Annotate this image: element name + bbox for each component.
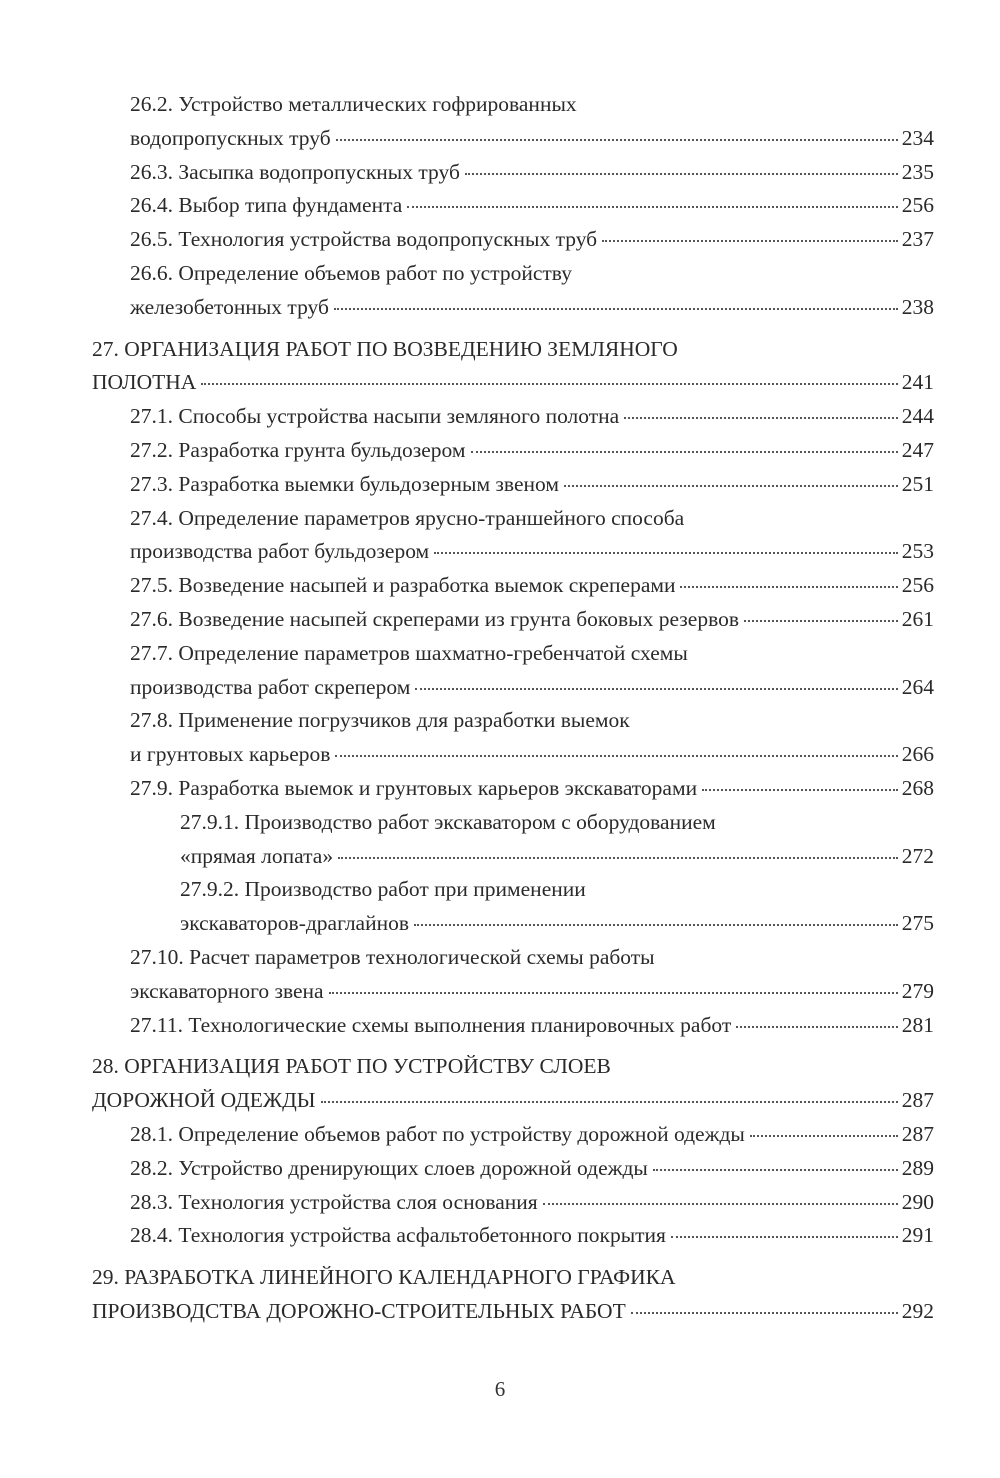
dot-leader [653, 1169, 898, 1171]
toc-entry-title-line: 27.10. Расчет параметров технологической схемы работы [130, 944, 655, 969]
toc-entry-row [130, 223, 934, 257]
dot-leader [744, 620, 898, 622]
toc-entry-title-line: «прямая лопата» [180, 843, 334, 868]
toc-entry [92, 400, 934, 434]
toc-entry-row [180, 907, 934, 941]
toc-entry [92, 156, 934, 190]
toc-entry [92, 333, 934, 401]
toc-entry [92, 1118, 934, 1152]
toc-entry [92, 223, 934, 257]
toc-entry-title-line: 27.4. Определение параметров ярусно-траншейного способа [130, 505, 685, 530]
toc-entry-title-line: железобетонных труб [130, 294, 329, 319]
toc-entry-title-line: 26.5. Технология устройства водопропускных труб [130, 227, 598, 252]
toc-entry-page: 287 [901, 1088, 934, 1113]
toc-entry-title-line: 27.6. Возведение насыпей скреперами из грунта боковых резервов [130, 606, 739, 631]
dot-leader [407, 206, 897, 208]
dot-leader [471, 451, 898, 453]
toc-entry-row [130, 1152, 934, 1186]
toc-entry-title-line: 26.4. Выбор типа фундамента [130, 193, 403, 218]
toc-entry [92, 772, 934, 806]
toc-entry-page: 279 [901, 978, 934, 1003]
dot-leader [680, 586, 897, 588]
dot-leader [564, 485, 898, 487]
toc-entry-title-line: 26.6. Определение объемов работ по устройству [130, 260, 572, 285]
toc-entry-row [130, 468, 934, 502]
toc-entry-page: 256 [901, 573, 934, 598]
toc-entry-row [130, 738, 934, 772]
toc-entry-row [130, 1219, 934, 1253]
dot-leader [414, 924, 898, 926]
toc-entry-title-line: 27.11. Технологические схемы выполнения планировочных работ [130, 1012, 732, 1037]
toc-entry [92, 1186, 934, 1220]
dot-leader [415, 688, 897, 690]
toc-entry [92, 569, 934, 603]
toc-entry-title-line: ДОРОЖНОЙ ОДЕЖДЫ [92, 1088, 316, 1113]
dot-leader [671, 1236, 898, 1238]
toc-entry-title-line: 27.7. Определение параметров шахматно-гребенчатой схемы [130, 640, 688, 665]
toc-entry [92, 88, 934, 156]
toc-entry [92, 806, 934, 874]
toc-entry-row [130, 1186, 934, 1220]
toc-entry-page: 247 [901, 437, 934, 462]
toc-entry-page: 268 [901, 775, 934, 800]
toc-entry-page: 237 [901, 227, 934, 252]
toc-entry [92, 603, 934, 637]
toc-entry-title-line: 28.4. Технология устройства асфальтобетонного покрытия [130, 1223, 666, 1248]
toc-entry-title-line: водопропускных труб [130, 125, 331, 150]
toc-entry [92, 1219, 934, 1253]
toc-entry-row [130, 434, 934, 468]
toc-entry-row [130, 671, 934, 705]
dot-leader [334, 308, 898, 310]
toc-entry [92, 1050, 934, 1118]
toc-entry [92, 189, 934, 223]
dot-leader [736, 1026, 897, 1028]
toc-entry-row [130, 1009, 934, 1043]
toc-entry [92, 941, 934, 1009]
toc-entry-title-line: 27.9.1. Производство работ экскаватором с оборудованием [180, 809, 716, 834]
toc-entry-title-line: 28.2. Устройство дренирующих слоев дорожной одежды [130, 1155, 648, 1180]
toc-entry-page: 291 [901, 1223, 934, 1248]
dot-leader [336, 139, 898, 141]
toc-entry [92, 704, 934, 772]
table-of-contents [92, 88, 934, 1329]
toc-entry-title-line: 27.2. Разработка грунта бульдозером [130, 437, 466, 462]
toc-entry-page: 244 [901, 404, 934, 429]
toc-entry-page: 289 [901, 1155, 934, 1180]
toc-entry-title-line: экскаваторов-драглайнов [180, 911, 410, 936]
dot-leader [702, 789, 898, 791]
toc-entry-title-line: 27.9.2. Производство работ при применении [180, 877, 586, 902]
toc-entry-row [130, 122, 934, 156]
toc-entry [92, 637, 934, 705]
toc-entry-page: 281 [901, 1012, 934, 1037]
toc-entry-row [130, 400, 934, 434]
toc-entry-title-line: производства работ бульдозером [130, 539, 430, 564]
toc-entry-page: 275 [901, 911, 934, 936]
toc-entry-row [130, 569, 934, 603]
dot-leader [321, 1101, 898, 1103]
toc-entry-page: 264 [901, 674, 934, 699]
toc-entry-row [130, 975, 934, 1009]
toc-entry-page: 251 [901, 471, 934, 496]
toc-entry-page: 235 [901, 159, 934, 184]
toc-entry-page: 287 [901, 1121, 934, 1146]
toc-entry-title-line: ПРОИЗВОДСТВА ДОРОЖНО-СТРОИТЕЛЬНЫХ РАБОТ [92, 1298, 626, 1323]
toc-entry [92, 434, 934, 468]
toc-entry-title-line: 28.3. Технология устройства слоя основания [130, 1189, 538, 1214]
toc-entry-title-line: 27.1. Способы устройства насыпи земляного полотна [130, 404, 620, 429]
toc-entry [92, 873, 934, 941]
toc-entry-title-line: 27.5. Возведение насыпей и разработка выемок скреперами [130, 573, 676, 598]
toc-entry-page: 261 [901, 606, 934, 631]
toc-entry [92, 502, 934, 570]
toc-entry-page: 238 [901, 294, 934, 319]
toc-entry-page: 272 [901, 843, 934, 868]
dot-leader [624, 417, 898, 419]
toc-entry [92, 1009, 934, 1043]
toc-entry-title-line: 27.8. Применение погрузчиков для разработки выемок [130, 708, 630, 733]
toc-entry-title-line: 28.1. Определение объемов работ по устройству дорожной одежды [130, 1121, 745, 1146]
toc-entry-row [130, 772, 934, 806]
toc-entry-title-line: 29. РАЗРАБОТКА ЛИНЕЙНОГО КАЛЕНДАРНОГО ГРАФИКА [92, 1265, 676, 1290]
dot-leader [543, 1203, 898, 1205]
toc-entry [92, 468, 934, 502]
toc-entry [92, 257, 934, 325]
dot-leader [335, 755, 897, 757]
toc-entry-title-line: 27.3. Разработка выемки бульдозерным звеном [130, 471, 559, 496]
dot-leader [750, 1135, 898, 1137]
dot-leader [602, 240, 898, 242]
toc-entry-row [130, 156, 934, 190]
toc-entry-row [130, 535, 934, 569]
toc-entry-title-line: 26.3. Засыпка водопропускных труб [130, 159, 460, 184]
dot-leader [338, 857, 898, 859]
toc-entry-row [130, 189, 934, 223]
toc-entry-title-line: ПОЛОТНА [92, 370, 197, 395]
toc-entry-page: 253 [901, 539, 934, 564]
toc-entry-title-line: и грунтовых карьеров [130, 742, 331, 767]
toc-entry [92, 1152, 934, 1186]
toc-entry-row [92, 366, 934, 400]
page-number: 6 [494, 1377, 506, 1401]
toc-entry-title-line: производства работ скрепером [130, 674, 411, 699]
dot-leader [465, 173, 898, 175]
toc-entry-row [180, 840, 934, 874]
toc-entry-page: 290 [901, 1189, 934, 1214]
toc-entry-page: 266 [901, 742, 934, 767]
toc-entry-row [130, 291, 934, 325]
toc-entry-page: 241 [901, 370, 934, 395]
toc-entry-row [92, 1295, 934, 1329]
toc-entry-title-line: 28. ОРГАНИЗАЦИЯ РАБОТ ПО УСТРОЙСТВУ СЛОЕВ [92, 1054, 611, 1079]
toc-entry-page: 256 [901, 193, 934, 218]
dot-leader [329, 992, 898, 994]
toc-entry-title-line: 27.9. Разработка выемок и грунтовых карьеров экскаваторами [130, 775, 698, 800]
toc-entry-row [130, 603, 934, 637]
toc-entry-row [130, 1118, 934, 1152]
toc-entry-page: 292 [901, 1298, 934, 1323]
toc-entry-title-line: экскаваторного звена [130, 978, 324, 1003]
dot-leader [201, 383, 897, 385]
toc-entry-title-line: 26.2. Устройство металлических гофрированных [130, 92, 577, 116]
toc-entry-title-line: 27. ОРГАНИЗАЦИЯ РАБОТ ПО ВОЗВЕДЕНИЮ ЗЕМЛЯНОГО [92, 336, 678, 361]
dot-leader [631, 1312, 898, 1314]
dot-leader [434, 552, 898, 554]
toc-entry-page: 234 [901, 125, 934, 150]
toc-entry-row [92, 1084, 934, 1118]
toc-entry [92, 1261, 934, 1329]
